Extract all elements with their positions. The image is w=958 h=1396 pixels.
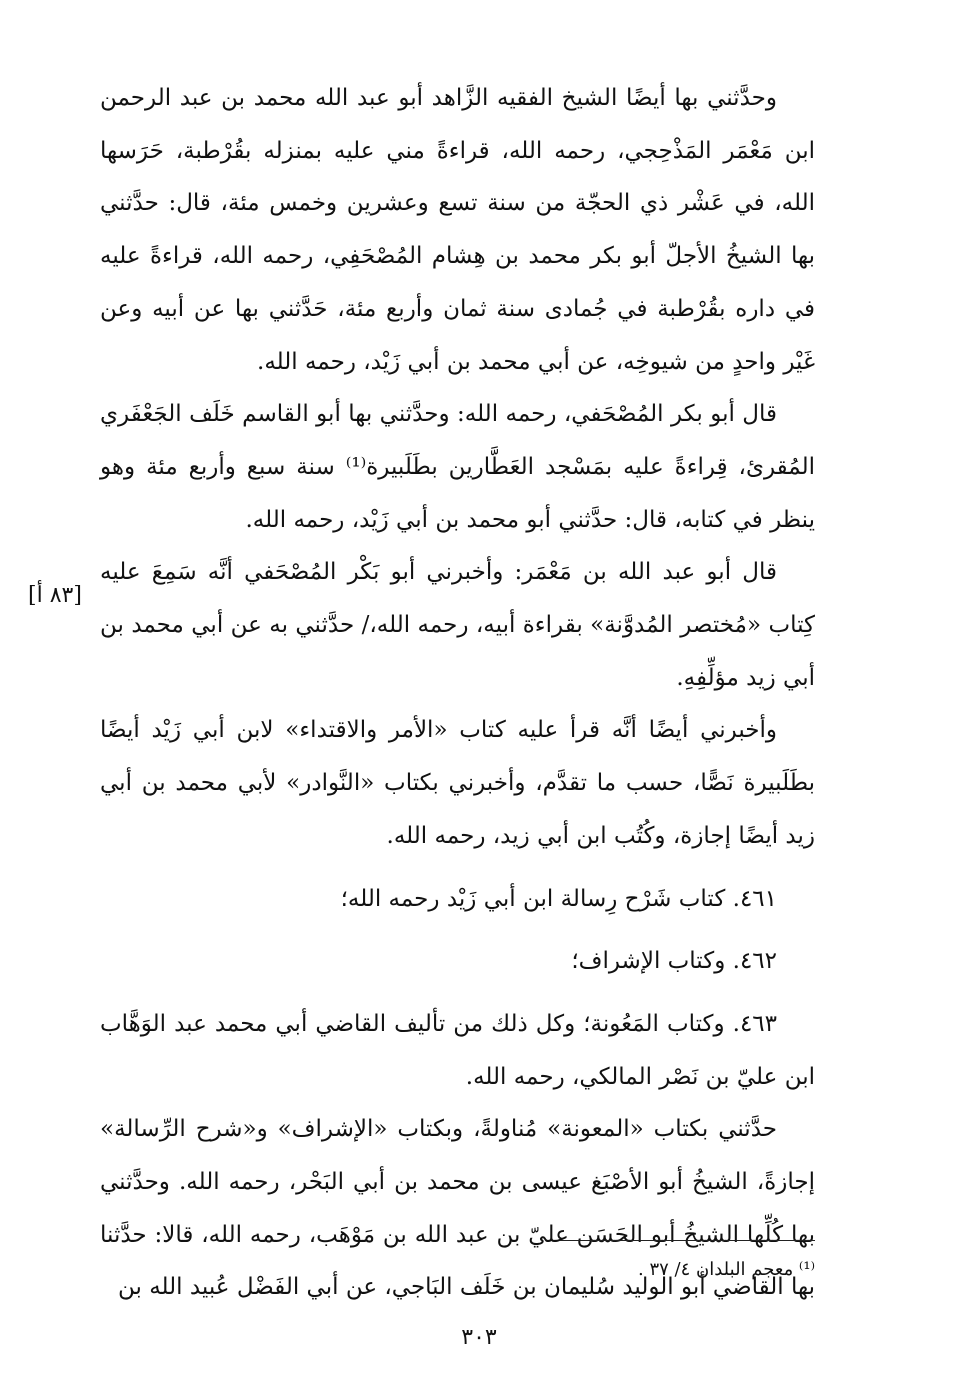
- entry-463: ٤٦٣. وكتاب المَعُونة؛ وكل ذلك من تأليف القاضي أبي محمد عبد الوَهَّاب ابن عليّ بن نَصْر المالكي، رحمه الله.: [100, 1010, 815, 1090]
- closing-paragraph: حدَّثني بكتاب «المعونة» مُناولةً، وبكتاب «الإشراف» و«شرح الرِّسالة» إجازةً، الشيخُ أبو الأصْبَغ عيسى بن محمد بن أبي البَحْر، رحمه الله. وحدَّثني بها كُلِّها الشيخُ أبو الحَسَن عليّ بن عبد الله بن مَوْهَب، رحمه الله، قالا: حدَّثنا بها القاضي أبو الوليد سُليمان بن خَلَف البَاجي، عن أبي الفَضْل عُبيد الله بن: [100, 1116, 815, 1301]
- footnote: ⁽¹⁾ معجم البلدان ٤/ ٣٧ .: [638, 1259, 815, 1280]
- paragraph-3: قال أبو عبد الله بن مَعْمَر: وأخبرني أبو بَكْر المُصْحَفي أنَّه سَمِعَ عليه كِتاب «مُختصر المُدوَّنة» بقراءة أبيه، رحمه الله،/ حدَّثني به عن أبي محمد بن أبي زيد مؤلِّفِهِ.: [100, 559, 815, 691]
- main-text: [100, 72, 815, 1314]
- footnote-separator: [560, 1240, 815, 1241]
- entry-461: ٤٦١. كتاب شَرْح رِسالة ابن أبي زَيْد رحمه الله؛: [340, 885, 777, 912]
- paragraph-2: قال أبو بكر المُصْحَفي، رحمه الله: وحدَّثني بها أبو القاسم خَلَف الجَعْفَري المُقرئ، قِراءةً عليه بمَسْجد العَطَّارين بطَلَبيرة⁽¹⁾ سنة سبع وأربع مئة وهو ينظر في كتابه، قال: حدَّثني أبو محمد بن أبي زَيْد، رحمه الله.: [100, 401, 815, 533]
- entry-462: ٤٦٢. وكتاب الإشراف؛: [571, 948, 777, 975]
- paragraph-1: وحدَّثني بها أيضًا الشيخ الفقيه الزَّاهد أبو عبد الله محمد بن عبد الرحمن ابن مَعْمَر المَذْحِجي، رحمه الله، قراءةً مني عليه بمنزله بقُرْطبة، حَرَسها الله، في عَشْر ذي الحجّة من سنة تسع وعشرين وخمس مئة، قال: حدَّثني بها الشيخُ الأجلّ أبو بكر محمد بن هِشام المُصْحَفِي، رحمه الله، قراءةً عليه في داره بقُرْطبة في جُمادى سنة ثمان وأربع مئة، حَدَّثني بها عن أبيه وعن غَيْر واحدٍ من شيوخِه، عن أبي محمد بن أبي زَيْد، رحمه الله.: [100, 85, 815, 375]
- folio-margin-note: [٨٣ أ]: [28, 583, 82, 608]
- page-number: ٣٠٣: [461, 1325, 497, 1350]
- paragraph-4: وأخبرني أيضًا أنَّه قرأ عليه كتاب «الأمر والاقتداء» لابن أبي زَيْد أيضًا بطَلَبيرة نَصًّا، حسب ما تقدَّم، وأخبرني بكتاب «النَّوادر» لأبي محمد بن أبي زيد أيضًا إجازة، وكُتُب ابن أبي زيد، رحمه الله.: [100, 717, 815, 849]
